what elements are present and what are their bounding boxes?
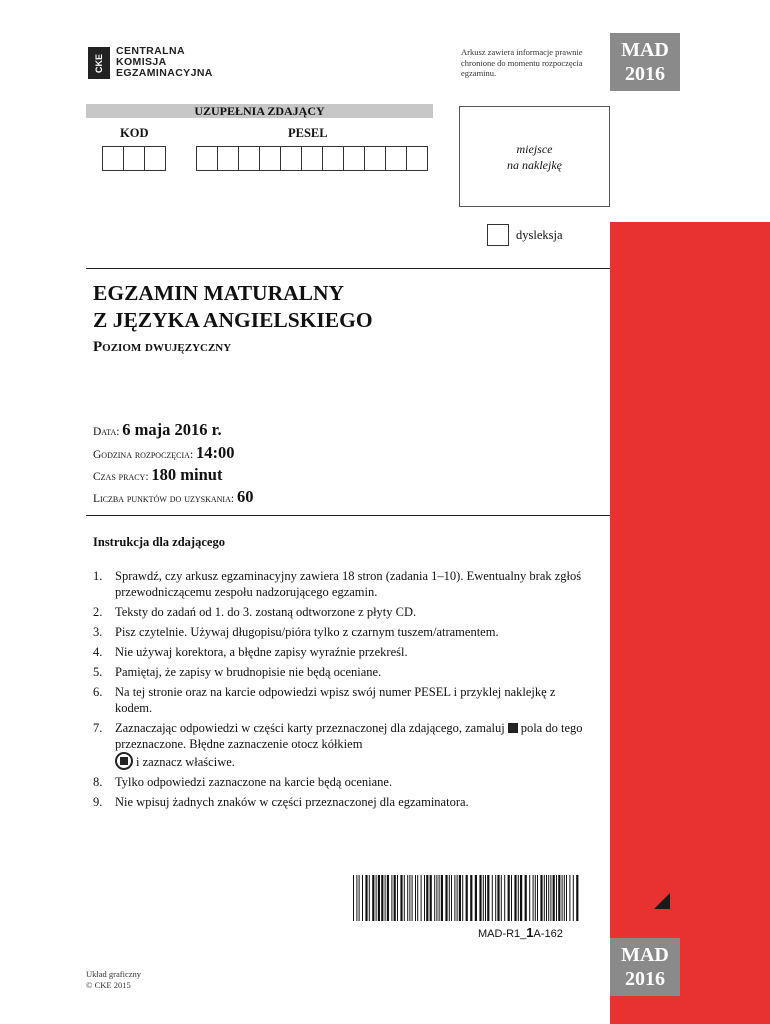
- barcode-bar: [409, 875, 410, 921]
- badge-code: MAD: [621, 944, 669, 966]
- barcode-bar: [576, 875, 578, 921]
- item-number: 3.: [93, 625, 103, 639]
- item-text-part: Zaznaczając odpowiedzi w części karty przeznaczonej dla zdającego, zamaluj: [115, 721, 505, 735]
- item-text: Nie wpisuj żadnych znaków w części przeznaczonej dla egzaminatora.: [115, 795, 469, 809]
- barcode-bar: [497, 875, 499, 921]
- date-value: 6 maja 2016 r.: [122, 420, 222, 439]
- barcode-bar: [391, 875, 392, 921]
- candidate-fill-header: UZUPEŁNIA ZDAJĄCY: [86, 104, 433, 118]
- points-label: Liczba punktów do uzyskania:: [93, 493, 235, 505]
- barcode: [353, 875, 581, 921]
- red-side-band: [610, 222, 770, 1024]
- barcode-bar: [353, 875, 354, 921]
- barcode-bar: [548, 875, 549, 921]
- barcode-bar: [451, 875, 452, 921]
- pesel-digit-box[interactable]: [301, 146, 323, 171]
- barcode-bar: [495, 875, 496, 921]
- barcode-bar: [449, 875, 450, 921]
- kod-digit-box[interactable]: [144, 146, 166, 171]
- points-value: 60: [236, 487, 254, 506]
- footer-line2: © CKE 2015: [86, 980, 131, 990]
- barcode-bar: [407, 875, 408, 921]
- item-number: 9.: [93, 795, 103, 809]
- exam-date: [93, 420, 222, 440]
- barcode-bar: [417, 875, 418, 921]
- filled-square-icon: [508, 723, 518, 733]
- sticker-label-line1: miejsce: [516, 141, 553, 156]
- item-number: 8.: [93, 775, 103, 789]
- divider: [86, 515, 610, 516]
- barcode-bar: [462, 875, 463, 921]
- item-number: 2.: [93, 605, 103, 619]
- barcode-bar: [397, 875, 398, 921]
- sticker-area: [459, 106, 610, 207]
- confidentiality-notice: Arkusz zawiera informacje prawnie chronione do momentu rozpoczęcia egzaminu.: [461, 47, 583, 78]
- list-item: [93, 604, 583, 620]
- barcode-bar: [466, 875, 468, 921]
- barcode-bar: [412, 875, 413, 921]
- item-number: 6.: [93, 685, 103, 699]
- list-item: [93, 644, 583, 660]
- barcode-bar: [564, 875, 565, 921]
- barcode-bar: [553, 875, 555, 921]
- list-item: [93, 568, 583, 600]
- badge-year: 2016: [625, 968, 665, 990]
- start-label: Godzina rozpoczęcia:: [93, 449, 194, 461]
- barcode-bar: [514, 875, 516, 921]
- logo-line: EGZAMINACYJNA: [116, 67, 213, 79]
- logo-line: CENTRALNA: [116, 45, 185, 57]
- barcode-bar: [562, 875, 563, 921]
- kod-digit-box[interactable]: [123, 146, 145, 171]
- barcode-bar: [421, 875, 422, 921]
- barcode-prefix: MAD-R1_: [478, 928, 527, 940]
- barcode-bar: [424, 875, 425, 921]
- barcode-bar: [459, 875, 461, 921]
- kod-label: KOD: [120, 126, 149, 140]
- barcode-bar: [369, 875, 370, 921]
- date-label: Data:: [93, 426, 120, 438]
- barcode-bar: [556, 875, 557, 921]
- pesel-digit-box[interactable]: [238, 146, 260, 171]
- barcode-bar: [434, 875, 435, 921]
- pesel-digit-box[interactable]: [385, 146, 407, 171]
- item-text: Nie używaj korektora, a błędne zapisy wyraźnie przekreśl.: [115, 645, 408, 659]
- dyslexia-label: dysleksja: [516, 228, 563, 242]
- barcode-bar: [439, 875, 440, 921]
- divider: [86, 268, 610, 269]
- duration-label: Czas pracy:: [93, 471, 149, 483]
- sticker-label-line2: na naklejkę: [507, 157, 562, 172]
- barcode-highlight: 1: [526, 925, 534, 940]
- instructions-list: [93, 568, 583, 814]
- barcode-bar: [441, 875, 443, 921]
- cke-logo-mark: CKE: [88, 47, 110, 79]
- barcode-bar: [573, 875, 574, 921]
- barcode-bar: [404, 875, 405, 921]
- barcode-bar: [378, 875, 380, 921]
- duration-value: 180 minut: [151, 465, 223, 484]
- barcode-bar: [376, 875, 377, 921]
- exam-code-badge-bottom: [610, 938, 680, 996]
- barcode-bar: [415, 875, 416, 921]
- exam-duration: [93, 465, 222, 485]
- pesel-digit-box[interactable]: [280, 146, 302, 171]
- barcode-bar: [356, 875, 357, 921]
- barcode-suffix: A-162: [533, 928, 563, 940]
- pesel-digit-box[interactable]: [364, 146, 386, 171]
- barcode-bar: [359, 875, 360, 921]
- barcode-bar: [485, 875, 486, 921]
- item-text: Teksty do zadań od 1. do 3. zostaną odtworzone z płyty CD.: [115, 605, 417, 619]
- instructions-heading: Instrukcja dla zdającego: [93, 535, 225, 549]
- barcode-bar: [550, 875, 551, 921]
- pesel-digit-box[interactable]: [343, 146, 365, 171]
- item-text: Na tej stronie oraz na karcie odpowiedzi wpisz swój numer PESEL i przyklej naklejkę z kodem.: [115, 685, 556, 715]
- barcode-bar: [492, 875, 493, 921]
- dyslexia-checkbox[interactable]: [487, 224, 509, 246]
- barcode-bar: [475, 875, 477, 921]
- list-item: [93, 684, 583, 716]
- pesel-digit-box[interactable]: [196, 146, 218, 171]
- barcode-bar: [508, 875, 510, 921]
- barcode-bar: [372, 875, 374, 921]
- circled-square-icon: [115, 752, 133, 770]
- exam-title-line2: Z JĘZYKA ANGIELSKIEGO: [93, 308, 373, 332]
- barcode-bar: [569, 875, 570, 921]
- item-text-part: i zaznacz właściwe.: [136, 755, 235, 769]
- barcode-bar: [566, 875, 567, 921]
- barcode-bar: [546, 875, 547, 921]
- list-item: [93, 774, 583, 790]
- barcode-bar: [430, 875, 432, 921]
- pesel-digit-box[interactable]: [322, 146, 344, 171]
- barcode-bar: [483, 875, 484, 921]
- item-text-part: pola do tego przeznaczone. Błędne zaznaczenie otocz kółkiem: [115, 721, 583, 751]
- barcode-bar: [535, 875, 536, 921]
- pesel-label: PESEL: [288, 126, 328, 140]
- pesel-digit-box[interactable]: [259, 146, 281, 171]
- barcode-bar: [544, 875, 545, 921]
- barcode-bar: [525, 875, 527, 921]
- barcode-bar: [426, 875, 428, 921]
- barcode-bar: [479, 875, 481, 921]
- barcode-bar: [501, 875, 502, 921]
- item-number: 5.: [93, 665, 103, 679]
- exam-title-line1: EGZAMIN MATURALNY: [93, 281, 345, 305]
- barcode-bar: [457, 875, 458, 921]
- barcode-bar: [470, 875, 472, 921]
- item-number: 4.: [93, 645, 103, 659]
- cke-logo-text: [116, 46, 213, 79]
- start-value: 14:00: [196, 443, 235, 462]
- pesel-digit-box[interactable]: [406, 146, 428, 171]
- list-item: [93, 720, 583, 770]
- corner-marker: [654, 893, 670, 909]
- list-item: [93, 794, 583, 810]
- list-item: [93, 664, 583, 680]
- footer: [86, 969, 141, 991]
- item-text: Pisz czytelnie. Używaj długopisu/pióra tylko z czarnym tuszem/atramentem.: [115, 625, 499, 639]
- barcode-bar: [454, 875, 455, 921]
- badge-year: 2016: [625, 63, 665, 85]
- item-text: Sprawdź, czy arkusz egzaminacyjny zawiera 18 stron (zadania 1–10). Ewentualny brak zgłoś przewodniczącemu zespołu nadzorującego egzamin.: [115, 569, 582, 599]
- exam-points: [93, 487, 253, 507]
- barcode-bar: [362, 875, 363, 921]
- barcode-bar: [436, 875, 437, 921]
- item-number: 7.: [93, 721, 103, 735]
- item-text: Pamiętaj, że zapisy w brudnopisie nie będą oceniane.: [115, 665, 382, 679]
- kod-digit-box[interactable]: [102, 146, 124, 171]
- barcode-bar: [394, 875, 396, 921]
- list-item: [93, 624, 583, 640]
- item-number: 1.: [93, 569, 103, 583]
- barcode-bar: [504, 875, 505, 921]
- barcode-bar: [487, 875, 489, 921]
- barcode-bar: [529, 875, 530, 921]
- exam-level: Poziom dwujęzyczny: [93, 339, 232, 355]
- pesel-field[interactable]: [196, 146, 427, 171]
- cke-logo: [88, 46, 213, 79]
- barcode-bar: [400, 875, 402, 921]
- barcode-bar: [387, 875, 389, 921]
- barcode-bar: [365, 875, 367, 921]
- barcode-bar: [518, 875, 519, 921]
- kod-field[interactable]: [102, 146, 165, 171]
- barcode-bar: [558, 875, 560, 921]
- barcode-bar: [537, 875, 538, 921]
- barcode-bar: [520, 875, 522, 921]
- item-text: Tylko odpowiedzi zaznaczone na karcie będą oceniane.: [115, 775, 393, 789]
- barcode-bar: [540, 875, 542, 921]
- exam-code-badge-top: [610, 33, 680, 91]
- footer-line1: Układ graficzny: [86, 969, 141, 979]
- item-text: [115, 720, 583, 770]
- pesel-digit-box[interactable]: [217, 146, 239, 171]
- barcode-bar: [445, 875, 447, 921]
- barcode-bar: [533, 875, 534, 921]
- exam-title: [93, 280, 373, 334]
- barcode-bar: [381, 875, 383, 921]
- logo-line: KOMISJA: [116, 56, 167, 68]
- barcode-bar: [385, 875, 386, 921]
- exam-start-time: [93, 443, 235, 463]
- barcode-label: [478, 925, 563, 940]
- barcode-bar: [511, 875, 512, 921]
- badge-code: MAD: [621, 39, 669, 61]
